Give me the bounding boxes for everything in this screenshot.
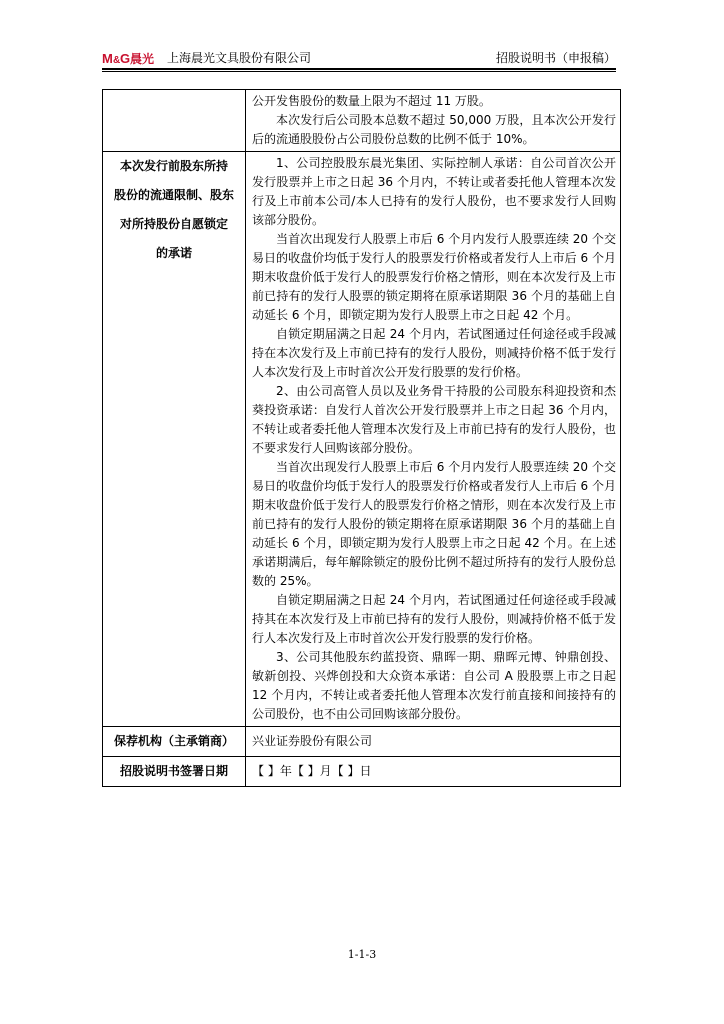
page-header <box>102 50 616 68</box>
label-line: 对所持股份自愿锁定 <box>119 217 228 231</box>
company-name: 上海晨光文具股份有限公司 <box>167 51 312 65</box>
svg-text:G: G <box>120 51 131 66</box>
paragraph: 本次发行后公司股本总数不超过 50,000 万股，且本次公开发行后的流通股股份占公司股份总数的比例不低于 10%。 <box>252 113 616 146</box>
row-label-empty <box>103 90 246 152</box>
sponsor-value: 兴业证券股份有限公司 <box>246 727 621 757</box>
paragraph: 3、公司其他股东约蓝投资、鼎晖一期、鼎晖元博、钟鼎创投、敏新创投、兴烨创投和大众资本承诺：自公司 A 股股票上市之日起 12 个月内，不转让或者委托他人管理本次发行前直接和间接持有的公司股份，也不由公司回购该部分股份。 <box>252 650 616 721</box>
svg-text:晨光: 晨光 <box>130 52 155 66</box>
header-divider <box>102 68 616 70</box>
svg-text:&: & <box>113 55 121 66</box>
page-number: 1-1-3 <box>347 948 377 961</box>
label-line: 股份的流通限制、股东 <box>113 188 234 202</box>
signing-date-value: 【 】年【 】月【 】日 <box>246 757 621 787</box>
company-logo <box>102 50 311 66</box>
table-row <box>103 727 621 757</box>
table-row <box>103 90 621 152</box>
svg-text:M: M <box>102 51 113 66</box>
label-line: 本次发行前股东所持 <box>119 159 228 173</box>
paragraph: 2、由公司高管人员以及业务骨干持股的公司股东科迎投资和杰葵投资承诺：自发行人首次公开发行股票并上市之日起 36 个月内，不转让或者委托他人管理本次发行及上市前已持有的发行人股份，也不要求发行人回购该部分股份。 <box>252 384 616 455</box>
lockup-commitment-content <box>246 152 621 727</box>
paragraph: 当首次出现发行人股票上市后 6 个月内发行人股票连续 20 个交易日的收盘价均低于发行人的股票发行价格或者发行人上市后 6 个月期末收盘价低于发行人的股票发行价格之情形，则在本次发行及上市前已持有的发行人股份的锁定期将在原承诺期限 36 个月的基础上自动延长 6 个月，即锁定期为发行人股票上市之日起 42 个月。在上述承诺期满后，每年解除锁定的股份比例不超过所持有的发行人股份总数的 25%。 <box>252 460 616 588</box>
offering-limit-cell <box>246 90 621 152</box>
table-row <box>103 152 621 727</box>
paragraph: 1、公司控股股东晨光集团、实际控制人承诺：自公司首次公开发行股票并上市之日起 36 个月内，不转让或者委托他人管理本次发行及上市前本公司/本人已持有的发行人股份，也不要求发行人回购该部分股份。 <box>252 156 616 227</box>
paragraph: 自锁定期届满之日起 24 个月内，若试图通过任何途径或手段减持在本次发行及上市前已持有的发行人股份，则减持价格不低于发行人本次发行及上市时首次公开发行股票的发行价格。 <box>252 327 616 379</box>
paragraph: 公开发售股份的数量上限为不超过 11 万股。 <box>252 94 491 108</box>
signing-date-label: 招股说明书签署日期 <box>103 757 246 787</box>
sponsor-label: 保荐机构（主承销商） <box>103 727 246 757</box>
header-divider-thin <box>102 71 616 72</box>
label-line: 的承诺 <box>155 246 192 260</box>
prospectus-summary-table <box>102 89 621 787</box>
lockup-commitment-label <box>103 152 246 727</box>
table-row <box>103 757 621 787</box>
paragraph: 当首次出现发行人股票上市后 6 个月内发行人股票连续 20 个交易日的收盘价均低于发行人的股票发行价格或者发行人上市后 6 个月期末收盘价低于发行人的股票发行价格之情形，则在本次发行及上市前已持有的发行人股票的锁定期将在原承诺期限 36 个月的基础上自动延长 6 个月，即锁定期为发行人股票上市之日起 42 个月。 <box>252 232 616 322</box>
mg-logo-icon <box>102 50 164 66</box>
paragraph: 自锁定期届满之日起 24 个月内，若试图通过任何途径或手段减持其在本次发行及上市前已持有的发行人股份，则减持价格不低于发行人本次发行及上市时首次公开发行股票的发行价格。 <box>252 593 616 645</box>
document-title: 招股说明书（申报稿） <box>495 51 616 65</box>
